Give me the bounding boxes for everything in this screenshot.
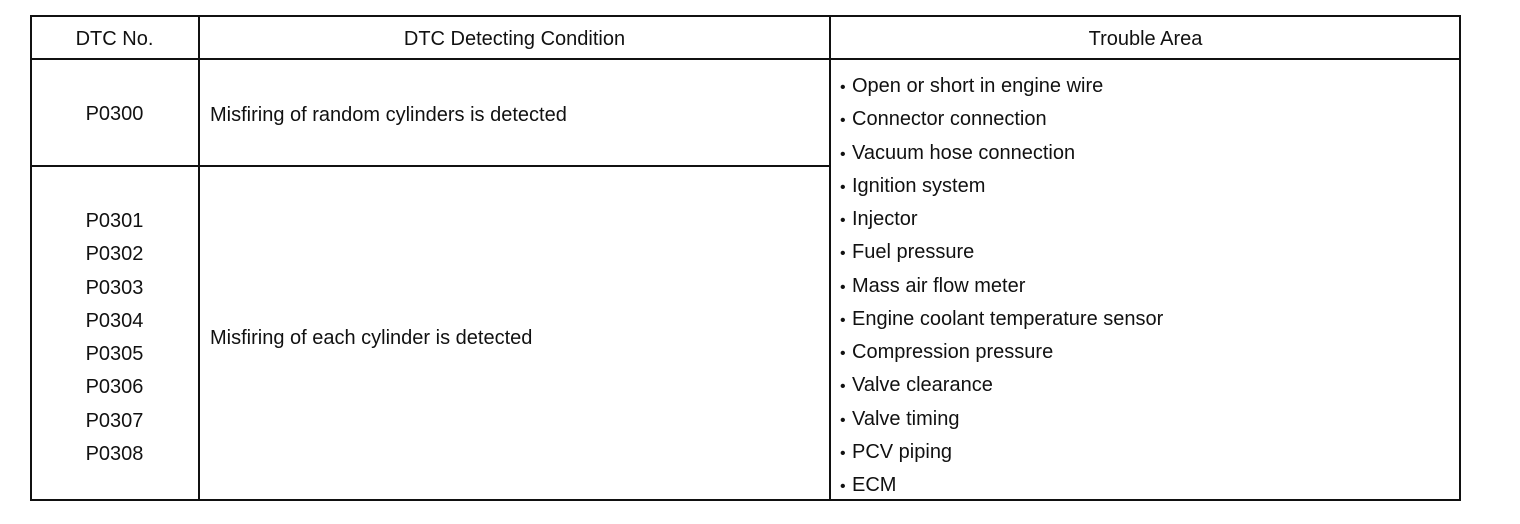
bullet-icon: • [840,311,846,329]
row-divider [30,165,830,167]
dtc-code: P0305 [85,343,144,366]
trouble-area-item: • Valve timing [840,403,1163,436]
dtc-code: P0308 [85,443,144,466]
trouble-area-list [840,70,1163,502]
trouble-area-item: • Fuel pressure [840,236,1163,269]
trouble-area-item: • Compression pressure [840,336,1163,369]
trouble-area-item: • Ignition system [840,170,1163,203]
bullet-icon: • [840,145,846,163]
dtc-code: P0307 [85,409,144,432]
dtc-code: P0303 [85,276,144,299]
dtc-code: P0301 [85,210,144,232]
dtc-code: P0306 [85,376,144,399]
dtc-code: P0300 [85,103,144,125]
trouble-area-item: • Injector [840,203,1163,236]
trouble-area-item: • ECM [840,469,1163,502]
dtc-table [30,15,1461,501]
trouble-area-item: • Engine coolant temperature sensor [840,303,1163,336]
detecting-condition-row-1: Misfiring of random cylinders is detected [210,104,567,126]
bullet-icon: • [840,411,846,429]
bullet-icon: • [840,378,846,396]
bullet-icon: • [840,478,846,495]
header-dtc-no: DTC No. [75,28,154,50]
bullet-icon: • [840,178,846,196]
dtc-code-list-row-2 [30,205,199,471]
bullet-icon: • [840,79,846,96]
dtc-code-list-row-1 [30,98,199,131]
trouble-area-item: • Open or short in engine wire [840,70,1163,103]
header-divider [30,58,1461,60]
trouble-area-item: • Mass air flow meter [840,270,1163,303]
header-detecting-condition: DTC Detecting Condition [403,28,626,50]
column-divider [829,15,831,501]
trouble-area-item: • Valve clearance [840,369,1163,402]
trouble-area-item: • Vacuum hose connection [840,137,1163,170]
bullet-icon: • [840,112,846,130]
bullet-icon: • [840,245,846,263]
bullet-icon: • [840,444,846,462]
dtc-code: P0304 [85,309,144,332]
bullet-icon: • [840,212,846,229]
trouble-area-item: • Connector connection [840,103,1163,136]
detecting-condition-row-2: Misfiring of each cylinder is detected [210,327,533,349]
trouble-area-item: • PCV piping [840,436,1163,469]
header-trouble-area: Trouble Area [1088,28,1203,50]
bullet-icon: • [840,345,846,362]
dtc-code: P0302 [85,243,144,266]
bullet-icon: • [840,278,846,296]
